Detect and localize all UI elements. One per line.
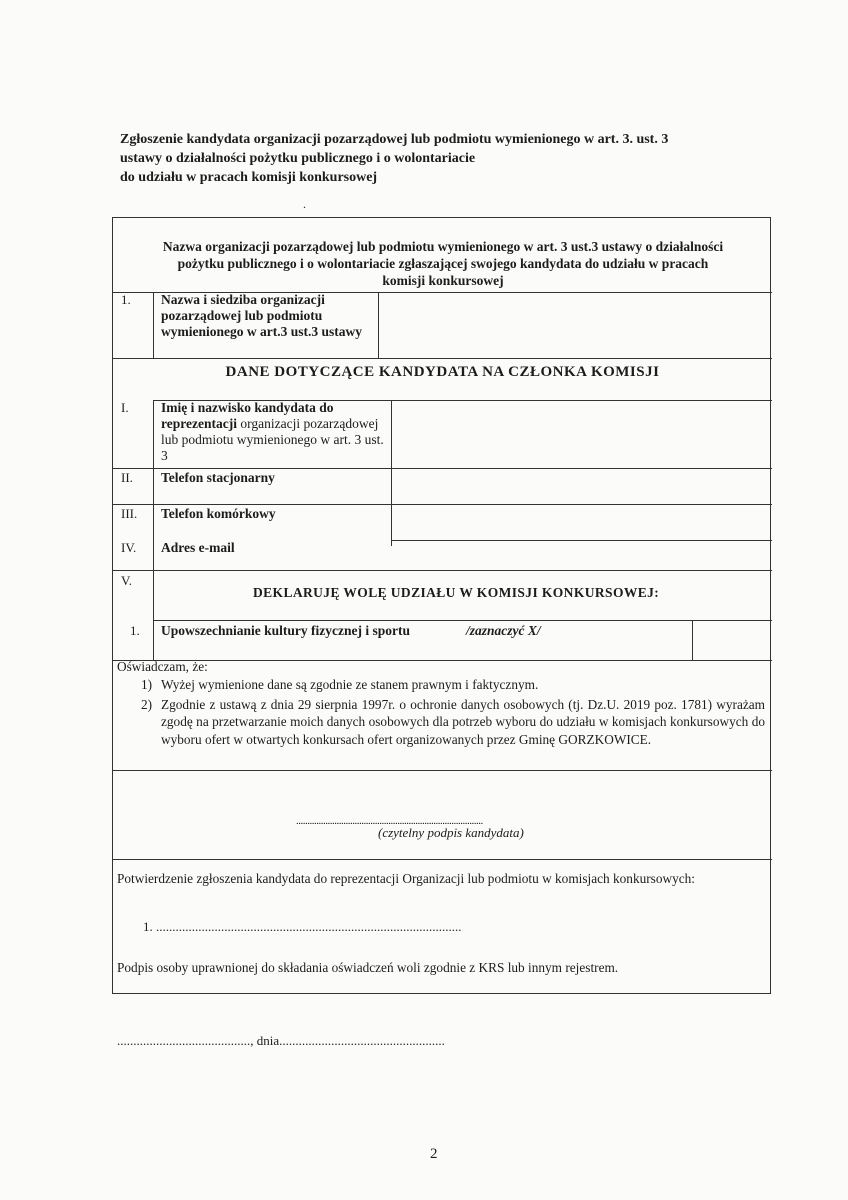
org-name-label: Nazwa i siedziba organizacji pozarządowej lub podmiotu wymienionego w art.3 ust.3 ustawy: [161, 292, 362, 339]
divider: [113, 504, 772, 505]
divider: [113, 570, 772, 571]
authorized-signature-note: Podpis osoby uprawnionej do składania oświadczeń woli zgodnie z KRS lub innym rejestrem.: [117, 960, 619, 975]
declaration-number: V.: [121, 573, 132, 588]
candidate-row-number: I.: [121, 400, 129, 415]
org-title-line-3: komisji konkursowej: [382, 273, 504, 288]
org-title-line-2: pożytku publicznego i o wolontariacie zgłaszającej swojego kandydata do udziału w pracach: [177, 256, 709, 271]
candidate-name-label-rest: organizacji pozarządowej lub podmiotu wymienionego w art. 3 ust. 3: [161, 416, 384, 463]
email-label: Adres e-mail: [161, 540, 235, 555]
area-label: Upowszechnianie kultury fizycznej i sportu: [161, 623, 410, 638]
divider: [692, 620, 693, 660]
header-line-3: do udziału w pracach komisji konkursowej: [120, 170, 378, 185]
landline-label: Telefon stacjonarny: [161, 470, 275, 485]
divider: [153, 620, 772, 621]
candidate-name-label-bold: Imię i nazwisko kandydata do reprezentacji: [161, 400, 334, 431]
confirmation-entry-line[interactable]: 1. ..............................................................................................: [143, 919, 462, 934]
org-row-number: 1.: [121, 292, 131, 307]
area-row-number: 1.: [130, 623, 140, 638]
divider: [391, 400, 392, 546]
mobile-label: Telefon komórkowy: [161, 506, 276, 521]
mobile-row-number: III.: [121, 506, 138, 521]
statement-number: 2): [141, 696, 153, 712]
statement-intro: Oświadczam, że:: [117, 659, 208, 674]
org-title-line-1: Nazwa organizacji pozarządowej lub podmiotu wymienionego w art. 3 ust.3 ustawy o działalności: [162, 239, 724, 254]
divider: [153, 620, 154, 660]
candidate-section-title: DANE DOTYCZĄCE KANDYDATA NA CZŁONKA KOMISJI: [225, 364, 660, 380]
divider: [378, 292, 379, 358]
header-line-1: Zgłoszenie kandydata organizacji pozarządowej lub podmiotu wymienionego w art. 3. ust. 3: [120, 132, 669, 147]
declaration-heading: DEKLARUJĘ WOLĘ UDZIAŁU W KOMISJI KONKURSOWEJ:: [253, 585, 660, 600]
divider: [113, 859, 772, 860]
divider: [153, 292, 154, 358]
place-date-line[interactable]: ........................................., dnia...................................................: [117, 1033, 445, 1048]
landline-row-number: II.: [121, 470, 133, 485]
statement-item: [125, 696, 765, 749]
area-hint: /zaznaczyć X/: [466, 623, 541, 638]
candidate-signature-line[interactable]: ...................................................................................: [296, 815, 483, 827]
page-number: 2: [430, 1146, 438, 1162]
divider: [113, 770, 772, 771]
application-form: [112, 217, 771, 994]
divider: [113, 468, 772, 469]
statement-text: Zgodnie z ustawą z dnia 29 sierpnia 1997r. o ochronie danych osobowych (tj. Dz.U. 2019 poz. 1781) wyrażam zgodę na przetwarzanie moich danych osobowych dla potrzeb wyboru do udziału w komisjach konkursowych do wyboru ofert w otwartych konkursach ofert organizowanych przez Gminę GORZKOWICE.: [161, 696, 765, 747]
stray-dot: .: [303, 197, 306, 211]
org-section-title: [123, 238, 763, 289]
statement-number: 1): [141, 677, 153, 692]
statement-list: [125, 676, 765, 748]
divider: [391, 540, 772, 541]
divider: [113, 358, 772, 359]
area-checkbox[interactable]: [703, 628, 763, 652]
statement-text: Wyżej wymienione dane są zgodnie ze stanem prawnym i faktycznym.: [161, 677, 539, 692]
confirmation-text: Potwierdzenie zgłoszenia kandydata do reprezentacji Organizacji lub podmiotu w komisjach konkursowych:: [117, 871, 695, 886]
divider: [113, 660, 772, 661]
candidate-signature-caption: (czytelny podpis kandydata): [378, 825, 524, 840]
email-row-number: IV.: [121, 540, 137, 555]
divider: [153, 400, 154, 620]
header-line-2: ustawy o działalności pożytku publicznego i o wolontariacie: [120, 151, 476, 166]
statement-item: [125, 676, 765, 694]
candidate-name-label: [161, 400, 386, 464]
document-header: [120, 130, 760, 187]
